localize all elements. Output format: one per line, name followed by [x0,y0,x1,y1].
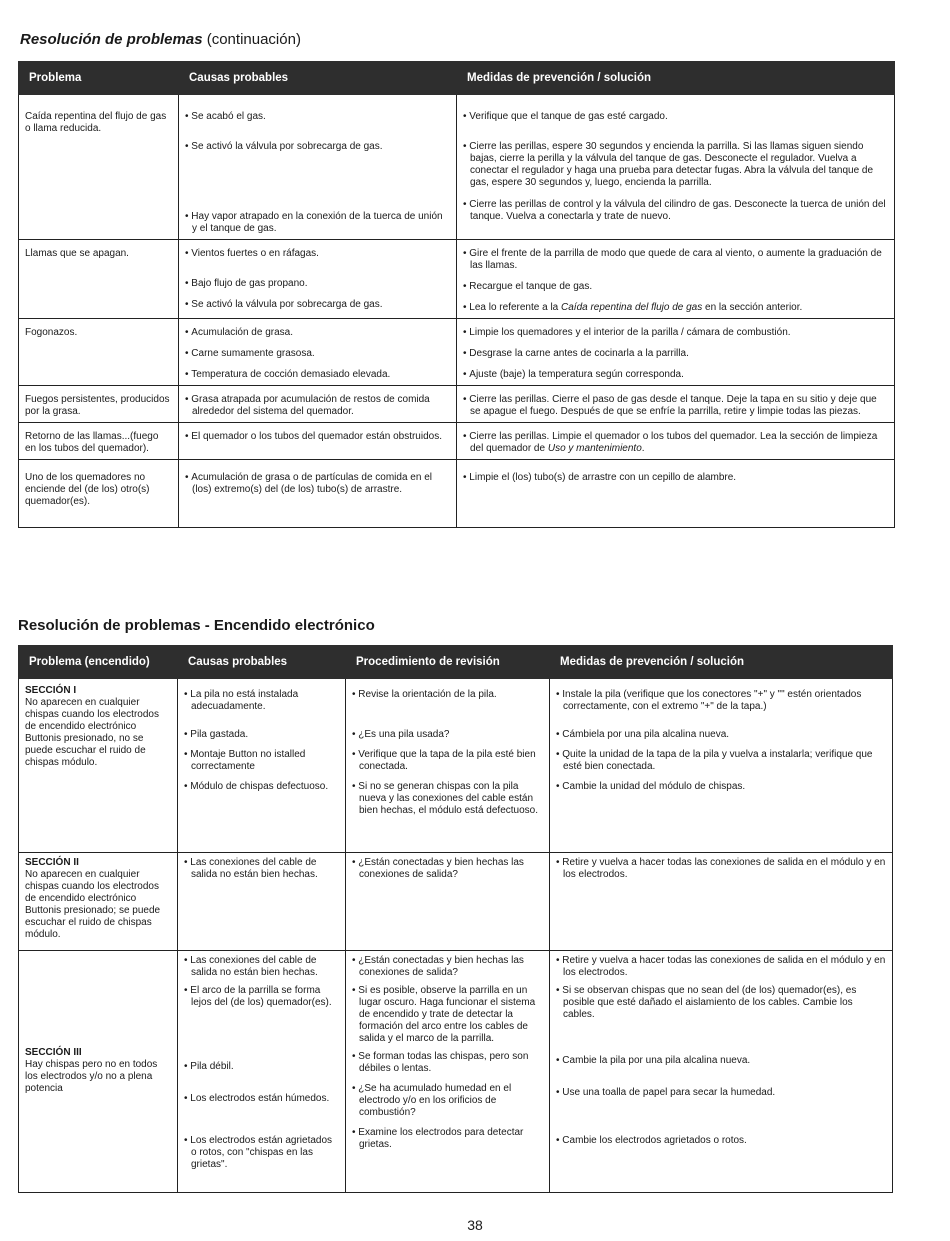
section-title-electronic-ignition: Resolución de problemas - Encendido electrónico [18,617,375,634]
causes-cell: • El quemador o los tubos del quemador están obstruidos. [179,423,457,460]
problem-cell: SECCIÓN II No aparecen en cualquier chispas cuando los electrodos de encendido electrónico Buttonis presionado; se puede escuchar el ruido de chispas módulo. [19,853,178,951]
header-solutions: Medidas de prevención / solución [457,62,895,95]
solutions-cell: • Instale la pila (verifique que los conectores "+" y "" estén orientados correctamente, con el extremo "+" de la tapa.) • Cámbiela por una pila alcalina nueva. • Quite la unidad de la tapa de la pila y vuelva a instalarla; verifique que esté bien conectada. • Cambie la unidad del módulo de chispas. [550,679,893,853]
table-row [19,679,893,853]
solutions-cell: • Cierre las perillas. Limpie el quemador o los tubos del quemador. Lea la sección de limpieza del quemador de Uso y mantenimiento. [457,423,895,460]
solutions-cell: • Gire el frente de la parrilla de modo que quede de cara al viento, o aumente la graduación de las llamas. • Recargue el tanque de gas. • Lea lo referente a la Caída repentina del flujo de gas en la sección anterior. [457,240,895,319]
header-causes: Causas probables [179,62,457,95]
solutions-cell: • Limpie los quemadores y el interior de la parilla / cámara de combustión. • Desgrase la carne antes de cocinarla a la parrilla. • Ajuste (baje) la temperatura según corresponda. [457,319,895,386]
section-title-troubleshooting: Resolución de problemas (continuación) [20,31,301,48]
header-solutions: Medidas de prevención / solución [550,646,893,679]
causes-cell: • Acumulación de grasa o de partículas de comida en el (los) extremo(s) del (de los) tubo(s) de arrastre. [179,460,457,528]
table-header-row [19,62,895,95]
causes-cell: • Las conexiones del cable de salida no están bien hechas. • El arco de la parrilla se forma lejos del (de los) quemador(es). • Pila débil. • Los electrodos están húmedos. • Los electrodos están agrietados o rotos, con "chispas en las grietas". [178,951,346,1193]
problem-cell: SECCIÓN III Hay chispas pero no en todos los electrodos y/o no a plena potencia [19,951,178,1193]
solutions-cell: • Verifique que el tanque de gas esté cargado. • Cierre las perillas, espere 30 segundos y encienda la parrilla. Si las llamas siguen siendo bajas, cierre la perilla y la válvula del tanque de gas. Desconecte el regulador. Vuelva a conectar el regulador y haga una prueba para detectar fugas. Abra la válvula del tanque de gas, espere 30 segundos y, luego, encienda la parrilla. • Cierre las perillas de control y la válvula del cilindro de gas. Desconecte la tuerca de unión del tanque. Vuelva a conectarla y trate de nuevo. [457,95,895,240]
solutions-cell: • Retire y vuelva a hacer todas las conexiones de salida en el módulo y en los electrodos. [550,853,893,951]
table-row [19,951,893,1193]
troubleshooting-table [18,61,895,528]
table-row [19,95,895,240]
table-row [19,460,895,528]
header-problem-ignition: Problema (encendido) [19,646,178,679]
problem-cell: Caída repentina del flujo de gas o llama reducida. [19,95,179,240]
problem-cell: Uno de los quemadores no enciende del (de los) otro(s) quemador(es). [19,460,179,528]
problem-cell: SECCIÓN I No aparecen en cualquier chispas cuando los electrodos de encendido electrónico Buttonis presionado, no se puede escuchar el ruido de chispas módulo. [19,679,178,853]
causes-cell: • Se acabó el gas. • Se activó la válvula por sobrecarga de gas. • Hay vapor atrapado en la conexión de la tuerca de unión y el tanque de gas. [179,95,457,240]
causes-cell: • Las conexiones del cable de salida no están bien hechas. [178,853,346,951]
header-check-procedure: Procedimiento de revisión [346,646,550,679]
solutions-cell: • Limpie el (los) tubo(s) de arrastre con un cepillo de alambre. [457,460,895,528]
table-row [19,423,895,460]
solutions-cell: • Retire y vuelva a hacer todas las conexiones de salida en el módulo y en los electrodos. • Si se observan chispas que no sean del (de los) quemador(es), es posible que esté dañado el aislamiento de los cables. Cambie los cables. • Cambie la pila por una pila alcalina nueva. • Use una toalla de papel para secar la humedad. • Cambie los electrodos agrietados o rotos. [550,951,893,1193]
problem-cell: Fogonazos. [19,319,179,386]
checks-cell: • ¿Están conectadas y bien hechas las conexiones de salida? [346,853,550,951]
section-label: SECCIÓN I [25,685,77,696]
page-number: 38 [467,1217,483,1233]
table-row [19,386,895,423]
table-header-row [19,646,893,679]
header-causes: Causas probables [178,646,346,679]
ignition-troubleshooting-table [18,645,893,1193]
checks-cell: • Revise la orientación de la pila. • ¿Es una pila usada? • Verifique que la tapa de la pila esté bien conectada. • Si no se generan chispas con la pila nueva y las conexiones del cable están bien hechas, el módulo está defectuoso. [346,679,550,853]
section-label: SECCIÓN III [25,1047,82,1058]
problem-cell: Llamas que se apagan. [19,240,179,319]
table-row [19,319,895,386]
section-label: SECCIÓN II [25,857,79,868]
problem-cell: Fuegos persistentes, producidos por la grasa. [19,386,179,423]
causes-cell: • Vientos fuertes o en ráfagas. • Bajo flujo de gas propano. • Se activó la válvula por sobrecarga de gas. [179,240,457,319]
checks-cell: • ¿Están conectadas y bien hechas las conexiones de salida? • Si es posible, observe la parrilla en un lugar oscuro. Haga funcionar el sistema de encendido y trate de detectar la formación del arco entre los cables de salida y el marco de la parrilla. • Se forman todas las chispas, pero son débiles o lentas. • ¿Se ha acumulado humedad en el electrodo y/o en los orificios de combustión? • Examine los electrodos para detectar grietas. [346,951,550,1193]
table-row [19,240,895,319]
header-problem: Problema [19,62,179,95]
solutions-cell: • Cierre las perillas. Cierre el paso de gas desde el tanque. Deje la tapa en su sitio y deje que se apague el fuego. Después de que se enfríe la parrilla, retire y limpie todas las piezas. [457,386,895,423]
table-row [19,853,893,951]
causes-cell: • Grasa atrapada por acumulación de restos de comida alrededor del sistema del quemador. [179,386,457,423]
causes-cell: • La pila no está instalada adecuadamente. • Pila gastada. • Montaje Button no istalled correctamente • Módulo de chispas defectuoso. [178,679,346,853]
causes-cell: • Acumulación de grasa. • Carne sumamente grasosa. • Temperatura de cocción demasiado elevada. [179,319,457,386]
problem-cell: Retorno de las llamas...(fuego en los tubos del quemador). [19,423,179,460]
